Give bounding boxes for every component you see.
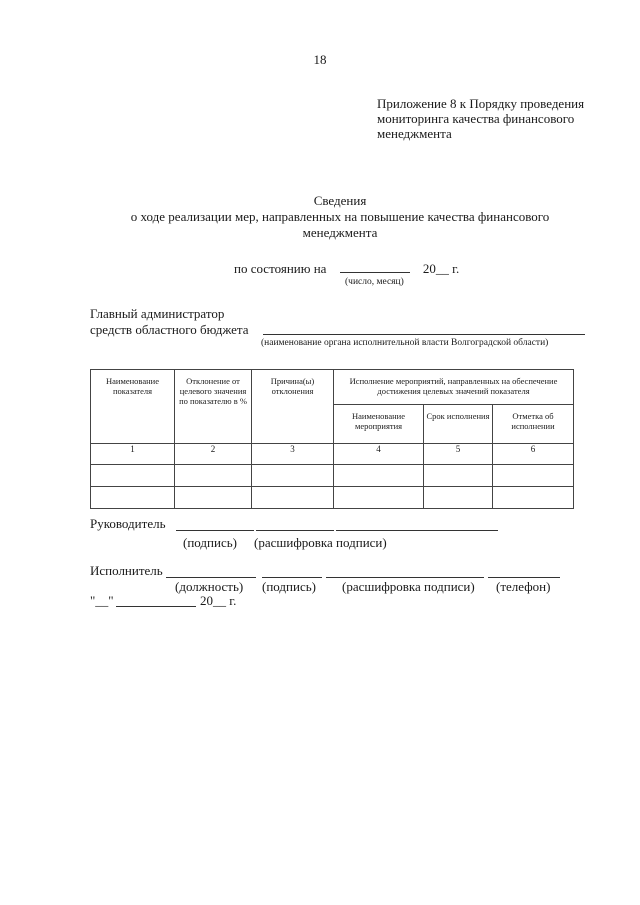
header-measure-name: Наименование мероприятия xyxy=(334,405,424,444)
administrator-line: средств областного бюджета xyxy=(90,322,249,337)
header-deviation: Отклонение от целевого значения по показателю в % xyxy=(175,370,252,444)
column-number: 2 xyxy=(175,444,252,465)
administrator-blank xyxy=(263,334,585,335)
administrator-line: Главный администратор xyxy=(90,306,225,321)
header-indicator-name: Наименование показателя xyxy=(91,370,175,444)
header-execution-term: Срок исполнения xyxy=(424,405,493,444)
head-decoding-caption: (расшифровка подписи) xyxy=(254,535,387,550)
executor-phone-blank xyxy=(488,577,560,578)
column-number: 6 xyxy=(493,444,574,465)
column-number: 4 xyxy=(334,444,424,465)
header-execution-mark: Отметка об исполнении xyxy=(493,405,574,444)
head-decoding-blank xyxy=(336,530,498,531)
executor-position-blank xyxy=(166,577,256,578)
executor-label: Исполнитель xyxy=(90,563,163,578)
executor-decoding-blank xyxy=(326,577,484,578)
head-signature-caption: (подпись) xyxy=(183,535,237,550)
executor-signature-caption: (подпись) xyxy=(262,579,316,594)
page-number: 18 xyxy=(313,52,327,67)
head-signature-blank xyxy=(176,530,254,531)
column-number: 5 xyxy=(424,444,493,465)
date-caption: (число, месяц) xyxy=(345,277,404,287)
report-table xyxy=(90,369,574,509)
title-line: Сведения xyxy=(313,193,367,208)
executor-position-caption: (должность) xyxy=(175,579,244,594)
appendix-note xyxy=(377,96,627,141)
document-title xyxy=(0,193,640,241)
administrator-block xyxy=(90,306,249,338)
executor-decoding-caption: (расшифровка подписи) xyxy=(342,579,475,594)
administrator-caption: (наименование органа исполнительной власти Волгоградской области) xyxy=(261,338,549,348)
executor-signature-blank xyxy=(262,577,322,578)
report-date-line xyxy=(234,260,459,277)
table-row xyxy=(91,465,574,487)
title-line: менеджмента xyxy=(302,225,378,240)
header-deviation-reason: Причина(ы) отклонения xyxy=(252,370,334,444)
appendix-line: менеджмента xyxy=(377,126,452,141)
footer-date-day: "__" xyxy=(90,593,114,608)
header-measures-execution: Исполнение мероприятий, направленных на обеспечение достижения целевых значений показателя xyxy=(334,370,574,405)
table-row xyxy=(91,487,574,509)
date-blank xyxy=(340,260,410,273)
footer-date-year: 20__ г. xyxy=(200,593,237,608)
column-number: 3 xyxy=(252,444,334,465)
column-number: 1 xyxy=(91,444,175,465)
footer-date-blank xyxy=(116,606,196,607)
date-year: 20__ г. xyxy=(422,261,460,276)
title-line: о ходе реализации мер, направленных на повышение качества финансового xyxy=(130,209,550,224)
executor-phone-caption: (телефон) xyxy=(496,579,551,594)
head-signature-blank xyxy=(256,530,334,531)
appendix-line: Приложение 8 к Порядку проведения xyxy=(377,96,585,111)
head-label: Руководитель xyxy=(90,516,166,531)
date-prefix: по состоянию на xyxy=(234,261,327,276)
appendix-line: мониторинга качества финансового xyxy=(377,111,575,126)
